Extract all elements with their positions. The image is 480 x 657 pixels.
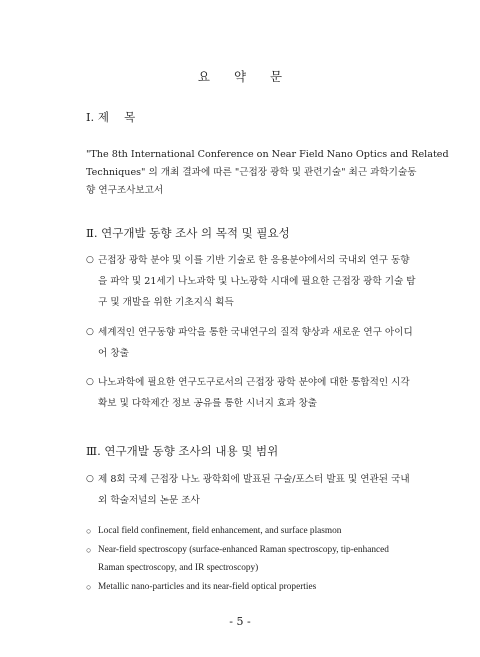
bullet-text: 구 및 개발을 위한 기초지식 획득 xyxy=(98,297,234,308)
topic-text: Raman spectroscopy, and IR spectroscopy) xyxy=(98,563,259,573)
bullet-row xyxy=(86,322,413,343)
bullet-row xyxy=(86,372,410,393)
topic-text: Near-field spectroscopy (surface-enhanced Raman spectroscopy, tip-enhanced xyxy=(98,544,389,555)
topic-item xyxy=(86,522,416,541)
section-2-bullet-3 xyxy=(86,372,410,414)
bullet-text: 확보 및 다학제간 정보 공유를 통한 시너지 효과 창출 xyxy=(98,398,318,409)
section-2-heading: Ⅱ. 연구개발 동향 조사 의 목적 및 필요성 xyxy=(86,226,290,240)
bullet-marker: ○ xyxy=(86,544,92,555)
page-title: 요 약 문 xyxy=(197,69,293,84)
section-1-heading: Ⅰ. 제 목 xyxy=(86,110,136,124)
bullet-text: 외 학술저널의 논문 조사 xyxy=(98,495,200,506)
bullet-text: 제 8회 국제 근접장 나노 광학회에 발표된 구술/포스터 발표 및 연관된 국내 xyxy=(98,474,410,485)
topic-item xyxy=(86,578,416,597)
topic-text: Metallic nano-particles and its near-field optical properties xyxy=(98,581,317,592)
bullet-row xyxy=(86,250,410,271)
section-2-bullet-1 xyxy=(86,250,416,313)
page-number: - 5 - xyxy=(229,615,251,628)
topic-item xyxy=(86,541,416,560)
topic-text: Local field confinement, field enhancement, and surface plasmon xyxy=(98,526,342,536)
section-1-paragraph xyxy=(86,146,449,200)
bullet-text: 어 창출 xyxy=(98,348,129,359)
section-3-topic-list xyxy=(86,522,416,596)
bullet-marker: ○ xyxy=(86,327,94,337)
section-2-bullet-2 xyxy=(86,322,413,364)
bullet-marker: ○ xyxy=(86,526,92,536)
bullet-text: 근접장 광학 분야 및 이를 기반 기술로 한 응용분야에서의 국내외 연구 동향 xyxy=(98,255,410,266)
bullet-marker: ○ xyxy=(86,581,92,592)
paragraph-line: "The 8th International Conference on Near Field Nano Optics and Related xyxy=(86,149,449,160)
bullet-text: 나노과학에 필요한 연구도구로서의 근접장 광학 분야에 대한 통합적인 시각 xyxy=(98,377,410,388)
bullet-row xyxy=(86,469,410,490)
bullet-text: 을 파악 및 21세기 나노과학 및 나노광학 시대에 필요한 근접장 광학 기술 탐 xyxy=(98,276,416,287)
paragraph-line: 향 연구조사보고서 xyxy=(86,185,164,196)
bullet-marker: ○ xyxy=(86,377,94,387)
paragraph-line: Techniques" 의 개최 결과에 따른 "근접장 광학 및 관련기술" 최근 과학기술동 xyxy=(86,167,417,178)
section-3-bullet-1 xyxy=(86,469,410,511)
bullet-marker: ○ xyxy=(86,474,94,484)
section-3-heading: Ⅲ. 연구개발 동향 조사의 내용 및 범위 xyxy=(86,444,279,458)
bullet-marker: ○ xyxy=(86,255,94,265)
bullet-text: 세계적인 연구동향 파악을 통한 국내연구의 질적 향상과 새로운 연구 아이디 xyxy=(98,327,413,338)
